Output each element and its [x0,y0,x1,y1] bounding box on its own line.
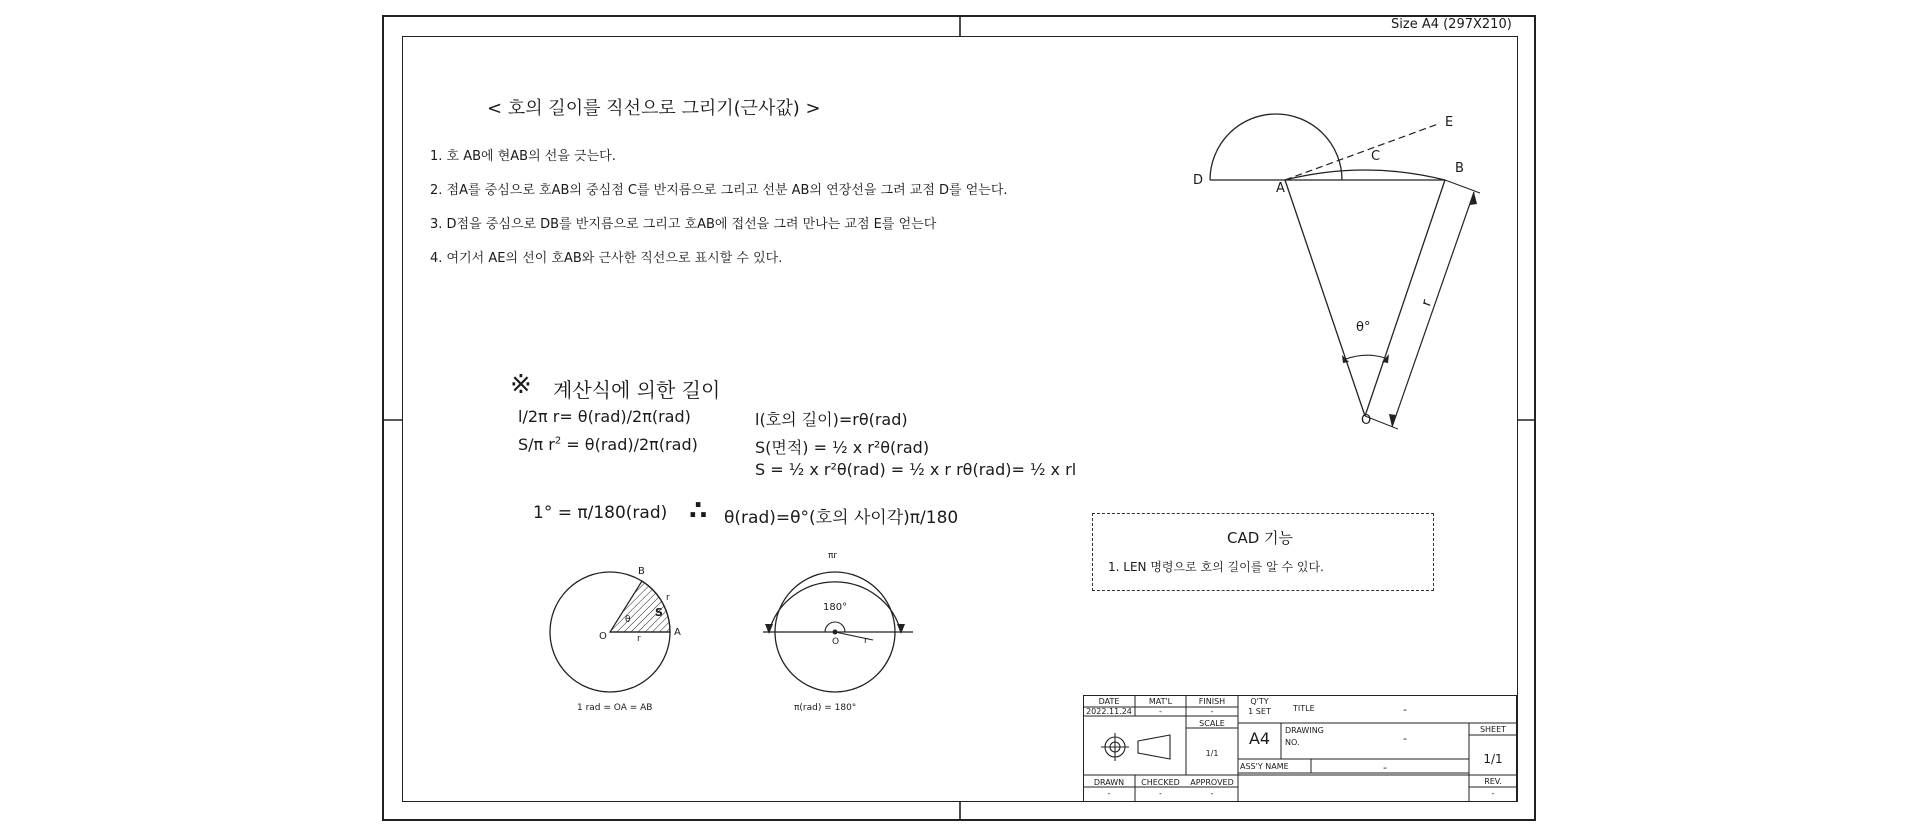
label-theta-main: θ° [1356,320,1371,335]
formula-row2-left: S/π $r^2 = \theta(rad)/2\pi(rad)$ [518,435,698,454]
cad-note-box [1092,513,1434,591]
tb-assy-label: ASS'Y NAME [1240,762,1289,771]
tb-drawing-label: DRAWING [1285,726,1324,735]
label-o-pi: O [832,637,840,647]
construction-diagram [1180,90,1510,440]
tb-sheet-label: SHEET [1479,725,1507,734]
tb-drawn-label: DRAWN [1093,778,1125,787]
formula-row3-right: S = ½ x r²θ(rad) = ½ x r rθ(rad)= ½ x rl [755,460,1077,479]
label-theta-small: θ [625,615,631,625]
step-4: 4. 여기서 AE의 선이 호AB와 근사한 직선으로 표시할 수 있다. [430,251,783,266]
label-r-main: r [1418,297,1436,309]
tb-approved-value: - [1210,789,1214,798]
tb-scale-value: 1/1 [1205,749,1219,758]
label-d: D [1193,173,1204,188]
theta-arc [1346,355,1385,359]
label-r-side: r [666,593,670,603]
calc-title: 계산식에 의한 길이 [553,378,721,402]
arc-from-d [1210,114,1342,180]
dimension-r [1392,192,1474,427]
line-b-o [1365,180,1445,416]
projection-symbol-icon [1101,733,1170,761]
tb-qty-label: Q'TY [1250,697,1269,706]
tb-approved-label: APPROVED [1190,778,1234,787]
tb-finish-label: FINISH [1198,697,1226,706]
cad-item: 1. LEN 명령으로 호의 길이를 알 수 있다. [1108,560,1324,574]
label-e: E [1445,115,1454,130]
formula-row1-right: l(호의 길이)=rθ(rad) [755,410,908,429]
label-r-pi: r [864,636,868,646]
tb-finish-value: - [1210,707,1214,716]
label-a-main: A [1276,181,1285,196]
tb-matl-value: - [1159,707,1162,716]
pi-diagram [755,560,925,720]
reference-mark-icon: ※ [510,370,532,400]
label-c: C [1371,149,1381,164]
title-block [1083,695,1517,802]
formula-row4-left: 1° = π/180(rad) [533,503,668,523]
radian-diagram [540,560,700,720]
tb-assy-value: - [1383,761,1387,774]
tb-drawing-value: - [1403,732,1407,745]
page-title: < 호의 길이를 직선으로 그리기(근사값) > [487,98,821,119]
tb-checked-value: - [1159,789,1162,798]
tb-rev-label: REV. [1484,777,1502,786]
extension-b [1445,180,1480,193]
label-o-main: O [1361,413,1372,428]
tb-rev-value: - [1491,789,1495,798]
label-pi-r: πr [828,551,838,561]
label-180: 180° [823,602,848,613]
line-a-o [1285,180,1365,416]
tb-qty-value: 1 SET [1248,707,1271,716]
tb-scale-label: SCALE [1199,719,1225,728]
tb-checked-label: CHECKED [1141,778,1180,787]
formula-row2-right: S(면적) = ½ x r²θ(rad) [755,438,930,457]
line-a-e [1285,124,1438,180]
step-1: 1. 호 AB에 현AB의 선을 긋는다. [430,149,616,164]
tb-title-label: TITLE [1293,704,1315,713]
label-s: S [655,606,663,619]
theta-arrow-left-icon [1342,355,1349,363]
tb-title-value: - [1403,703,1407,716]
tb-drawn-value: - [1107,789,1111,798]
tb-matl-label: MAT'L [1148,697,1173,706]
tb-no-label: NO. [1285,738,1300,747]
therefore-icon: ∴ [689,496,708,526]
tb-date-value: 2022.11.24 [1086,707,1132,716]
tb-date-label: DATE [1098,697,1120,706]
step-3: 3. D점을 중심으로 DB를 반지름으로 그리고 호AB에 접선을 그려 만나는 교점 E를 얻는다 [430,217,937,232]
formula-row4-right: θ(rad)=θ°(호의 사이각)π/180 [724,508,959,528]
sheet-size-label: Size A4 (297X210) [1391,17,1512,32]
cad-title: CAD 기능 [1227,529,1294,547]
label-o: O [599,631,607,642]
radian-caption: 1 rad = OA = AB [577,703,653,713]
step-2: 2. 점A를 중심으로 호AB의 중심점 C를 반지름으로 그리고 선분 AB의 연장선을 그려 교점 D를 얻는다. [430,183,1008,198]
tb-size-value: A4 [1248,729,1271,748]
pi-caption: π(rad) = 180° [794,703,857,713]
tb-sheet-value: 1/1 [1483,752,1503,766]
label-a: A [674,627,681,638]
formula-row1-left: l/2π r= θ(rad)/2π(rad) [518,407,691,426]
dim-arrow-bottom-icon [1389,414,1396,427]
dim-arrow-top-icon [1470,192,1477,205]
label-b: B [638,566,645,577]
label-b-main: B [1455,161,1464,176]
label-r-bottom: r [637,634,641,644]
